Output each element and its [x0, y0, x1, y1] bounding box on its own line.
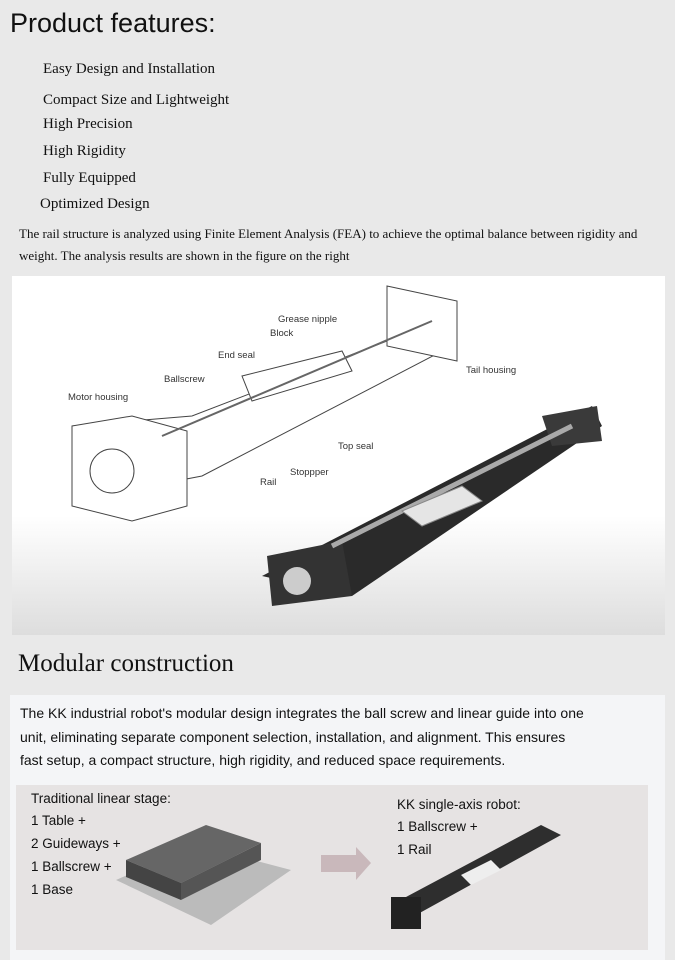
label-top-seal: Top seal	[338, 441, 374, 452]
label-rail: Rail	[260, 477, 277, 488]
label-stopper: Stoppper	[290, 467, 329, 478]
arrow-right-icon	[321, 847, 371, 880]
kk-title: KK single-axis robot:	[397, 797, 521, 812]
feature-item: High Rigidity	[43, 143, 126, 159]
feature-item: High Precision	[43, 116, 133, 132]
fea-text: The rail structure is analyzed using Finite Element Analysis (FEA) to achieve the optimal balance between rigidity and	[19, 226, 638, 241]
modular-text: fast setup, a compact structure, high rigidity, and reduced space requirements.	[20, 752, 506, 768]
fea-text: weight. The analysis results are shown in the figure on the right	[19, 248, 350, 263]
label-ballscrew: Ballscrew	[164, 374, 205, 385]
feature-item: Optimized Design	[40, 196, 150, 212]
section-heading: Modular construction	[18, 650, 234, 677]
modular-text: The KK industrial robot's modular design integrates the ball screw and linear guide into one	[20, 705, 584, 721]
label-grease-nipple: Grease nipple	[278, 314, 338, 325]
kk-item: 1 Ballscrew +	[397, 819, 478, 834]
label-tail-housing: Tail housing	[466, 365, 517, 376]
modular-panel	[10, 695, 665, 960]
exploded-view-illustration	[12, 276, 665, 635]
label-end-seal: End seal	[218, 350, 255, 361]
modular-text: unit, eliminating separate component selection, installation, and alignment. This ensures	[20, 729, 566, 745]
comparison-panel	[16, 785, 648, 950]
label-block: Block	[270, 328, 294, 339]
kk-item: 1 Rail	[397, 842, 432, 857]
feature-item: Easy Design and Installation	[43, 61, 216, 77]
feature-item: Compact Size and Lightweight	[43, 92, 230, 108]
feature-item: Fully Equipped	[43, 170, 136, 186]
traditional-item: 1 Table +	[31, 813, 86, 828]
traditional-item: 2 Guideways +	[31, 836, 121, 851]
traditional-item: 1 Ballscrew +	[31, 859, 112, 874]
actuator-diagram	[12, 276, 665, 635]
label-motor-housing: Motor housing	[68, 392, 129, 403]
traditional-item: 1 Base	[31, 882, 74, 897]
traditional-title: Traditional linear stage:	[31, 791, 171, 806]
page-title: Product features:	[10, 8, 216, 38]
